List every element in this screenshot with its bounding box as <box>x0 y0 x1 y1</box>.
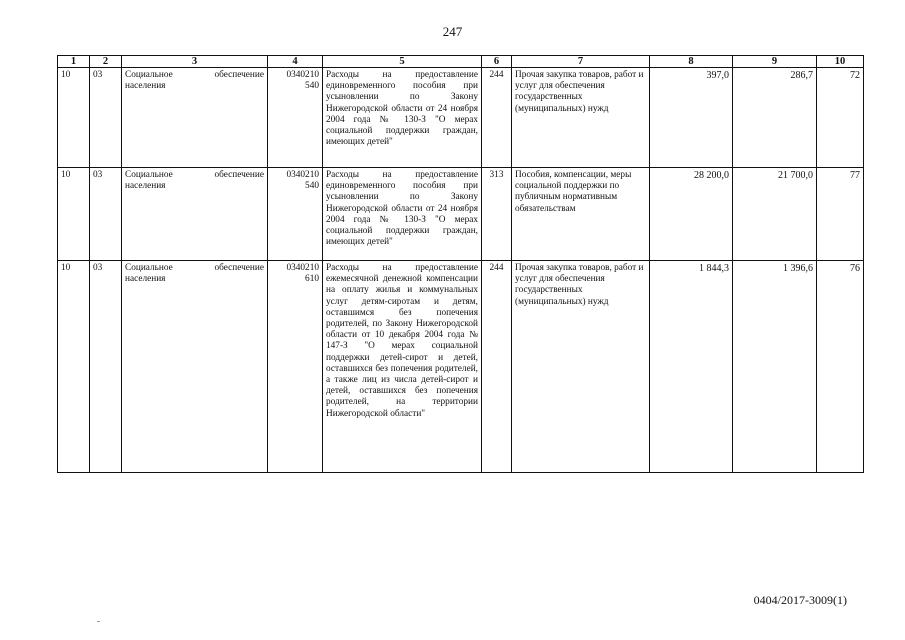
expense-type-code: 244 <box>482 68 512 168</box>
header-col-10: 10 <box>817 56 864 68</box>
target-article-code: 0340210 540 <box>268 68 323 168</box>
header-col-3: 3 <box>122 56 268 68</box>
header-col-1: 1 <box>58 56 90 68</box>
header-col-6: 6 <box>482 56 512 68</box>
subsection-code: 03 <box>90 261 122 473</box>
section-name: Социальное обеспечение населения <box>122 261 268 473</box>
amount-executed: 21 700,0 <box>733 168 817 261</box>
amount-executed: 286,7 <box>733 68 817 168</box>
section-code: 10 <box>58 168 90 261</box>
target-article-code: 0340210 610 <box>268 261 323 473</box>
table-row <box>58 261 864 473</box>
execution-percent: 77 <box>817 168 864 261</box>
section-code: 10 <box>58 261 90 473</box>
amount-planned: 1 844,3 <box>650 261 733 473</box>
expense-description: Расходы на предоставление единовременного пособия при усыновлении по Закону Нижегородской области от 24 ноября 2004 года № 130-З "О мерах социальной поддержки граждан, имеющих детей" <box>323 68 482 168</box>
subsection-code: 03 <box>90 68 122 168</box>
target-article-code: 0340210 540 <box>268 168 323 261</box>
header-col-7: 7 <box>512 56 650 68</box>
page-number: 247 <box>442 24 463 39</box>
expense-description: Расходы на предоставление единовременного пособия при усыновлении по Закону Нижегородской области от 24 ноября 2004 года № 130-З "О мерах социальной поддержки граждан, имеющих детей" <box>323 168 482 261</box>
section-code: 10 <box>58 68 90 168</box>
execution-percent: 76 <box>817 261 864 473</box>
expense-type-code: 244 <box>482 261 512 473</box>
expense-type-name: Прочая закупка товаров, работ и услуг для обеспечения государственных (муниципальных) нужд <box>512 68 650 168</box>
execution-percent: 72 <box>817 68 864 168</box>
header-col-2: 2 <box>90 56 122 68</box>
header-col-4: 4 <box>268 56 323 68</box>
table-row <box>58 168 864 261</box>
scan-speck <box>97 621 100 622</box>
subsection-code: 03 <box>90 168 122 261</box>
header-col-8: 8 <box>650 56 733 68</box>
amount-executed: 1 396,6 <box>733 261 817 473</box>
expense-type-name: Прочая закупка товаров, работ и услуг для обеспечения государственных (муниципальных) нужд <box>512 261 650 473</box>
table-row <box>58 68 864 168</box>
expense-description: Расходы на предоставление ежемесячной денежной компенсации на оплату жилья и коммунальных услуг детям-сиротам и детям, оставшимся без попечения родителей, по Закону Нижегородской области от 10 декабря 2004 года № 147-З "О мерах социальной поддержки детей-сирот и детей, оставшихся без попечения родителей, а также лиц из числа детей-сирот и детей, оставшихся без попечения родителей, на территории Нижегородской области" <box>323 261 482 473</box>
table-header-row <box>58 56 864 68</box>
header-col-5: 5 <box>323 56 482 68</box>
amount-planned: 397,0 <box>650 68 733 168</box>
expense-type-name: Пособия, компенсации, меры социальной поддержки по публичным нормативным обязательствам <box>512 168 650 261</box>
budget-table <box>57 55 864 473</box>
amount-planned: 28 200,0 <box>650 168 733 261</box>
section-name: Социальное обеспечение населения <box>122 168 268 261</box>
expense-type-code: 313 <box>482 168 512 261</box>
section-name: Социальное обеспечение населения <box>122 68 268 168</box>
header-col-9: 9 <box>733 56 817 68</box>
document-code: 0404/2017-3009(1) <box>753 593 847 607</box>
